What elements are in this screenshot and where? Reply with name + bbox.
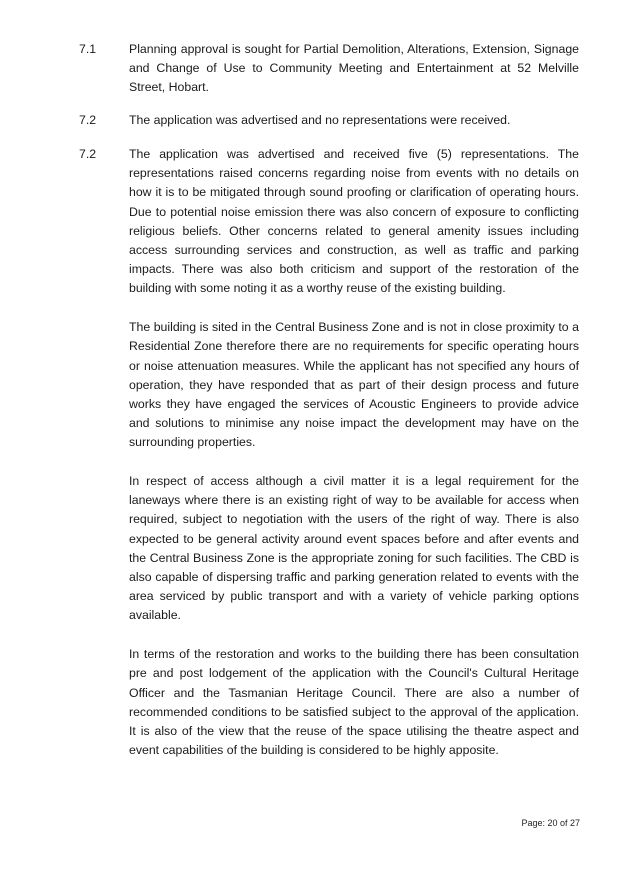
section-number: 7.2 bbox=[79, 147, 97, 161]
paragraph: The building is sited in the Central Business Zone and is not in close proximity to a Residential Zone therefore there are no requirements for specific operating hours or noise attenuation measures. While the applicant has not specified any hours of operation, they have responded that as part of their design process and future works they have engaged the services of Acoustic Engineers to provide advice and solutions to minimise any noise impact the development may have on the surrounding properties. bbox=[129, 320, 579, 450]
page-number-footer: Page: 20 of 27 bbox=[521, 818, 580, 828]
section-body bbox=[129, 111, 579, 130]
paragraph: The application was advertised and no representations were received. bbox=[129, 113, 511, 127]
section-body bbox=[129, 145, 579, 760]
section-number: 7.2 bbox=[79, 113, 97, 127]
paragraph: In terms of the restoration and works to the building there has been consultation pre and post lodgement of the application with the Council's Cultural Heritage Officer and the Tasmanian Heritage Council. There are also a number of recommended conditions to be satisfied subject to the approval of the application. It is also of the view that the reuse of the space utilising the theatre aspect and event capabilities of the building is considered to be highly apposite. bbox=[129, 647, 579, 758]
paragraph: In respect of access although a civil matter it is a legal requirement for the laneways where there is an existing right of way to be available for access when required, subject to negotiation with the users of the right of way. There is also expected to be general activity around event spaces before and after events and the Central Business Zone is the appropriate zoning for such facilities. The CBD is also capable of dispersing traffic and parking generation related to events with the area serviced by public transport and with a variety of vehicle parking options available. bbox=[129, 474, 579, 623]
paragraph: Planning approval is sought for Partial Demolition, Alterations, Extension, Signage and Change of Use to Community Meeting and Entertainment at 52 Melville Street, Hobart. bbox=[129, 42, 579, 95]
paragraph: The application was advertised and received five (5) representations. The representations raised concerns regarding noise from events with no details on how it is to be mitigated through sound proofing or clarification of operating hours. Due to potential noise emission there was also concern of exposure to conflicting religious beliefs. Other concerns related to general amenity issues including access surrounding services and construction, as well as traffic and parking impacts. There was also both criticism and support of the restoration of the building with some noting it as a worthy reuse of the existing building. bbox=[129, 147, 579, 296]
section-number: 7.1 bbox=[79, 42, 97, 56]
section-body bbox=[129, 40, 579, 98]
